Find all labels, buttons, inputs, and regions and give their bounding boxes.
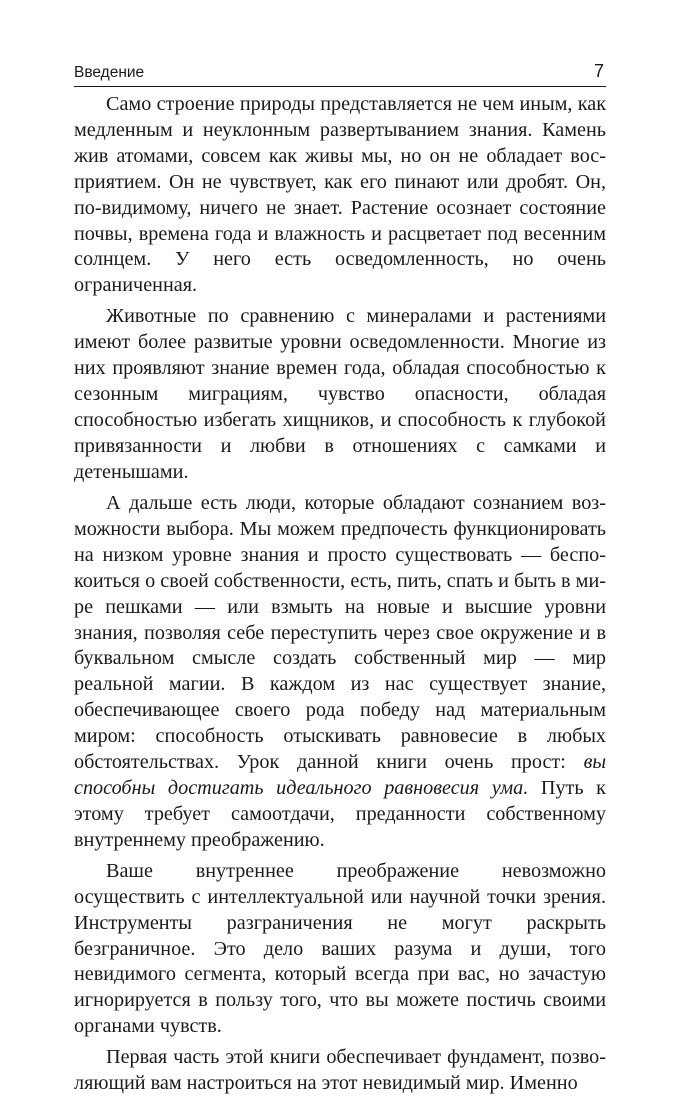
paragraph-5: Первая часть этой книги обеспечивает фундамент, позволяющий вам настроиться на этот невидимый мир. Именно [74, 1046, 606, 1095]
paragraph-3-emphasis: вы способны достигать идеального равновесия ума. [74, 751, 606, 799]
section-title: Введение [74, 64, 145, 81]
running-header [74, 60, 606, 87]
paragraph-3-text-before: А дальше есть люди, которые обладают сознанием возможности выбора. Мы можем предпочесть функционировать на низком уровне знания и просто существовать — беспокоиться о своей собственности, есть, пить, спать и быть в мире пешками — или взмыть на новые и высшие уровни знания, позволяя себе переступить через свое окружение и в буквальном смысле создать собственный мир — мир реальной магии. В каждом из нас существует знание, обеспечивающее своего рода победу над материальным миром: способность отыскивать равновесие в любых обстоятельствах. Урок данной книги очень прост: [74, 491, 606, 774]
paragraph-2: Животные по сравнению с минералами и растениями имеют более развитые уровни осведомленности. Многие из них проявляют знание времен года, обладая способностью к сезонным миграциям, чувство опасности, обладая способностью избегать хищников, и способность к глубокой привязанности и любви в отношениях с самками и детенышами. [74, 305, 606, 483]
page-number: 7 [593, 61, 604, 81]
paragraph-3 [74, 491, 606, 854]
body-text [74, 92, 606, 1102]
paragraph-3-text-after: Путь к этому требует самоотдачи, преданности собственному внутреннему преображению. [74, 776, 606, 851]
paragraph-4: Ваше внутреннее преображение невозможно осуществить с интеллектуальной или научной точки зрения. Инструменты разграничения не могут раскрыть безграничное. Это дело ваших разума и души, того невидимого сегмента, который всегда при вас, но зачастую игнорируется в пользу того, что вы можете постичь своими органами чувств. [74, 859, 606, 1038]
paragraph-1: Само строение природы представляется не чем иным, как медленным и неуклонным развертыванием знания. Камень жив атомами, совсем как живы мы, но он не обладает восприятием. Он не чувствует, как его пинают или дробят. Он, по-видимому, ничего не знает. Растение осознает состояние почвы, времена года и влажность и расцветает под весенним солнцем. У него есть осведомленность, но очень ограниченная. [74, 93, 606, 297]
